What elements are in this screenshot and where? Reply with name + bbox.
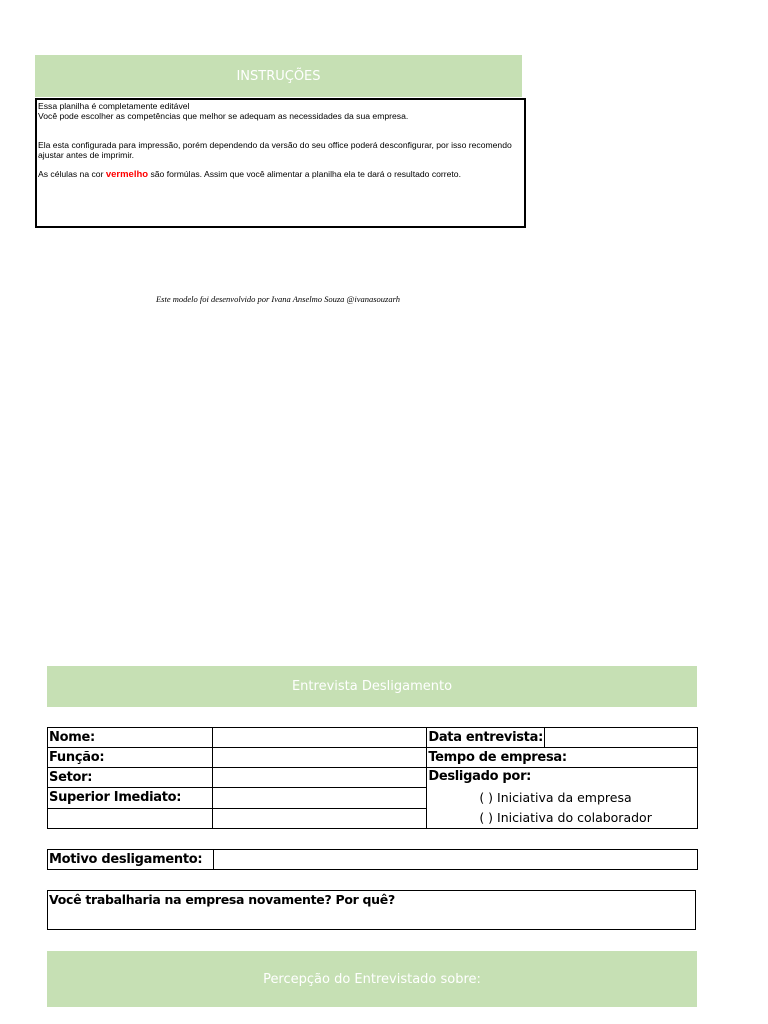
table-row — [48, 728, 698, 748]
instructions-box — [35, 98, 526, 228]
funcao-field[interactable] — [212, 748, 427, 768]
setor-label: Setor: — [48, 768, 213, 788]
data-entrevista-label: Data entrevista: — [427, 728, 545, 748]
trabalharia-novamente-label: Você trabalharia na empresa novamente? Por quê? — [49, 892, 395, 907]
tempo-empresa-label[interactable]: Tempo de empresa: — [427, 748, 698, 768]
motivo-table — [47, 849, 698, 870]
instructions-line-4-pre: As células na cor — [38, 169, 106, 179]
setor-field[interactable] — [212, 768, 427, 788]
interview-info-table — [47, 727, 698, 829]
instructions-line-1: Essa planilha é completamente editável — [38, 101, 190, 111]
trabalharia-novamente-box[interactable] — [47, 890, 696, 930]
option-iniciativa-colaborador[interactable]: ( ) Iniciativa do colaborador — [479, 810, 652, 825]
interview-title: Entrevista Desligamento — [291, 679, 453, 694]
empty-cell[interactable] — [212, 808, 427, 828]
interview-header — [47, 666, 697, 707]
table-row — [48, 768, 698, 788]
perception-header — [47, 951, 697, 1007]
author-credit: Este modelo foi desenvolvido por Ivana Anselmo Souza @ivanasouzarh — [155, 294, 401, 304]
data-entrevista-field[interactable] — [544, 728, 697, 748]
instructions-title: INSTRUÇÕES — [236, 68, 321, 84]
nome-field[interactable] — [212, 728, 427, 748]
desligado-por-cell — [427, 768, 698, 829]
motivo-label: Motivo desligamento: — [48, 850, 214, 870]
desligado-por-label: Desligado por: — [428, 769, 532, 784]
nome-label: Nome: — [48, 728, 213, 748]
motivo-field[interactable] — [213, 850, 697, 870]
option-iniciativa-empresa[interactable]: ( ) Iniciativa da empresa — [479, 790, 632, 805]
instructions-line-4 — [38, 169, 523, 180]
superior-field[interactable] — [212, 788, 427, 808]
formula-color-word: vermelho — [105, 169, 149, 180]
perception-title: Percepção do Entrevistado sobre: — [263, 971, 481, 987]
empty-cell[interactable] — [48, 808, 213, 828]
instructions-line-4-post: são formúlas. Assim que você alimentar a planilha ela te dará o resultado correto. — [148, 169, 461, 179]
table-row — [48, 850, 698, 870]
table-row — [48, 748, 698, 768]
superior-label: Superior Imediato: — [48, 788, 213, 808]
instructions-header — [35, 55, 522, 97]
funcao-label: Função: — [48, 748, 213, 768]
instructions-line-3: Ela esta configurada para impressão, porém dependendo da versão do seu office poderá desconfigurar, por isso recomendo ajustar antes de imprimir. — [38, 140, 512, 160]
instructions-line-2: Você pode escolher as competências que melhor se adequam as necessidades da sua empresa. — [38, 111, 409, 121]
